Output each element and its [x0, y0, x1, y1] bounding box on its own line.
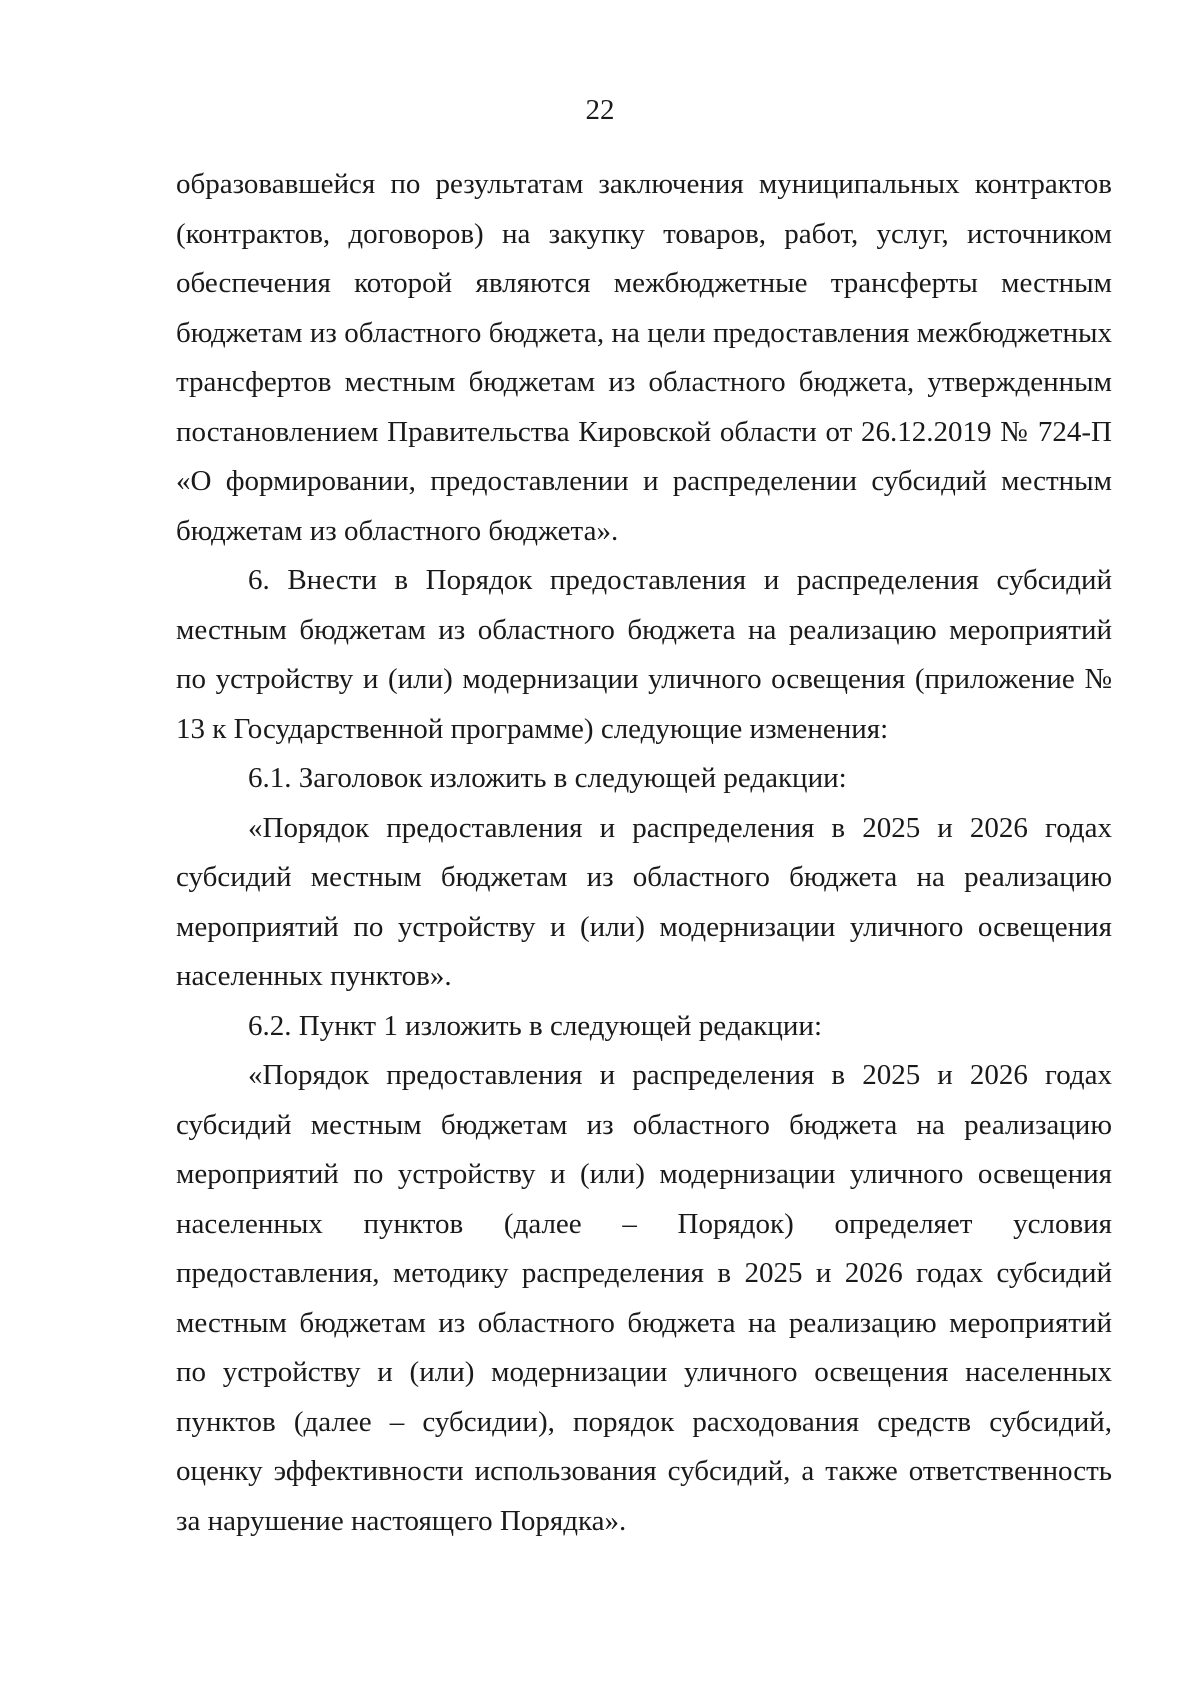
paragraph-quoted-clause-1: «Порядок предоставления и распределения в 2025 и 2026 годах субсидий местным бюджетам из областного бюджета на реализацию мероприятий по устройству и (или) модернизации уличного освещения населенных пунктов (далее – Порядок) определяет условия предоставления, методику распределения в 2025 и 2026 годах субсидий местным бюджетам из областного бюджета на реализацию мероприятий по устройству и (или) модернизации уличного освещения населенных пунктов (далее – субсидии), порядок расходования средств субсидий, оценку эффективности использования субсидий, а также ответственность за нарушение настоящего Порядка». — [176, 1059, 1112, 1537]
document-body — [176, 160, 1112, 1546]
paragraph-quoted-title: «Порядок предоставления и распределения в 2025 и 2026 годах субсидий местным бюджетам из областного бюджета на реализацию мероприятий по устройству и (или) модернизации уличного освещения населенных пунктов». — [176, 811, 1112, 992]
page-number: 22 — [585, 94, 615, 126]
paragraph-item-6: 6. Внести в Порядок предоставления и распределения субсидий местным бюджетам из областного бюджета на реализацию мероприятий по устройству и (или) модернизации уличного освещения (приложение № 13 к Государственной программе) следующие изменения: — [176, 564, 1112, 745]
paragraph-continuation: образовавшейся по результатам заключения муниципальных контрактов (контрактов, договоров) на закупку товаров, работ, услуг, источником обеспечения которой являются межбюджетные трансферты местным бюджетам из областного бюджета, на цели предоставления межбюджетных трансфертов местным бюджетам из областного бюджета, утвержденным постановлением Правительства Кировской области от 26.12.2019 № 724-П «О формировании, предоставлении и распределении субсидий местным бюджетам из областного бюджета». — [176, 168, 1112, 547]
paragraph-item-6-1: 6.1. Заголовок изложить в следующей редакции: — [248, 762, 847, 794]
paragraph-item-6-2: 6.2. Пункт 1 изложить в следующей редакции: — [248, 1009, 823, 1042]
